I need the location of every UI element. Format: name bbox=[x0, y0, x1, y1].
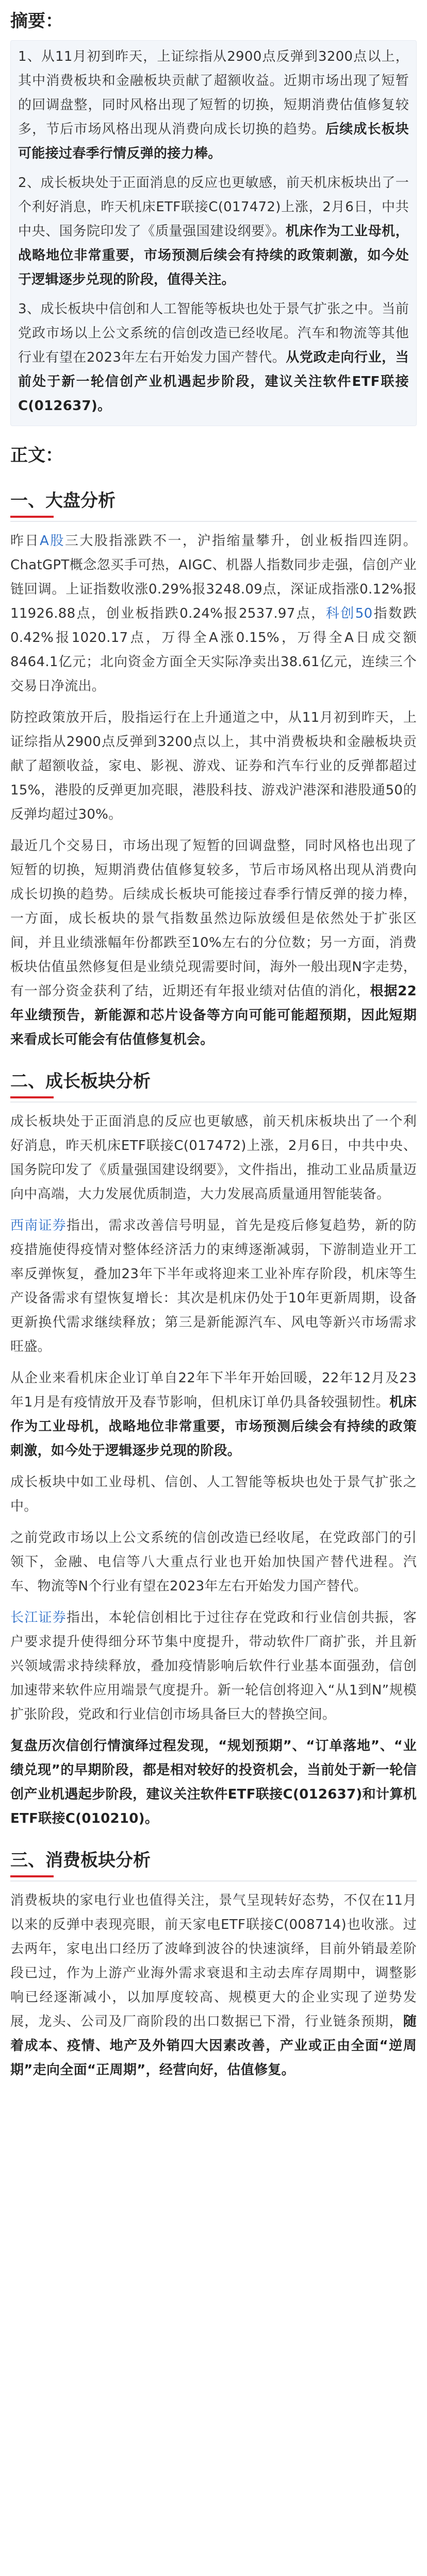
abstract-point-2-text: 2、成长板块处于正面消息的反应也更敏感，前天机床板块出了一个利好消息，昨天机床ETF联接C(017472)上涨，2月6日，中共中央、国务院印发了《质量强国建设纲要》。 bbox=[18, 175, 409, 239]
market-paragraph-2: 防控政策放开后，股指运行在上升通道之中，从11月初到昨天，上证综指从2900点反弹到3200点以上，其中消费板块和金融板块贡献了超额收益，家电、影视、游戏、证券和汽车行业的反弹都超过15%，港股的反弹更加亮眼，港股科技、游戏沪港深和港股通50的反弹均超过30%。 bbox=[10, 710, 417, 822]
section-accent-bar bbox=[10, 1875, 54, 1877]
section-accent-bar bbox=[10, 516, 54, 518]
text-span: 指出，本轮信创相比于过往存在党政和行业信创共振，客户要求提升使得细分环节集中度提升，带动软件厂商扩张，并且新兴领域需求持续释放，叠加疫情影响后软件行业基本面强劲，信创加速带来软件应用端景气度提升。新一轮信创将迎入“从1到N”规模扩张阶段，党政和行业信创市场具备巨大的替换空间。 bbox=[10, 1610, 417, 1722]
text-span: 最近几个交易日，市场出现了短暂的回调盘整，同时风格也出现了短暂的切换，短期消费估值修复较多，节后市场风格出现从消费向成长切换的趋势。后续成长板块可能接过春季行情反弹的接力棒，一方面，成长板块的景气指数虽然边际放缓但是依然处于扩张区间，并且业绩涨幅年份都跌至10%左右的分位数；另一方面，消费板块估值虽然修复但是业绩兑现需要时间，海外一般出现N字走势，有一部分资金获利了结，近期还有年报业绩对估值的消化， bbox=[10, 838, 417, 999]
text-span: 消费板块的家电行业也值得关注，景气呈现转好态势，不仅在11月以来的反弹中表现亮眼，前天家电ETF联接C(008714)也收涨。过去两年，家电出口经历了波峰到波谷的快速演绎，目前外销最差阶段已过，作为上游产业海外需求衰退和主动去库存周期中，调整影响已经逐渐减小，以加厚度较高、规模更大的企业实现了逆势发展，龙头、公司及厂商阶段的出口数据已下滑，行业链条预期， bbox=[10, 1893, 417, 2029]
abstract-point-3 bbox=[18, 297, 409, 418]
a-share-link[interactable]: A股 bbox=[40, 533, 65, 549]
growth-paragraph-4: 成长板块中如工业母机、信创、人工智能等板块也处于景气扩张之中。 bbox=[10, 1475, 417, 1514]
growth-paragraph-7 bbox=[0, 1734, 427, 1831]
abstract-point-1 bbox=[18, 45, 409, 166]
abstract-point-3-text: 3、成长板块中信创和人工智能等板块也处于景气扩张之中。当前党政市场以上公文系统的信创改造已经收尾。汽车和物流等其他行业有望在2023年左右开始发力国产替代。 bbox=[18, 301, 409, 365]
growth-conclusion: 复盘历次信创行情演绎过程发现，“规划预期”、“订单落地”、“业绩兑现”的早期阶段，都是相对较好的投资机会，当前处于新一轮信创产业机遇起步阶段，建议关注软件ETF联接C(012637)和计算机ETF联接C(010210)。 bbox=[10, 1738, 417, 1826]
text-span: 指数跌0.42%报1020.17点，万得全A涨0.15%，万得全A日成交额8464.1亿元；北向资金方面全天实际净卖出38.61亿元，连续三个交易日净流出。 bbox=[10, 606, 417, 694]
section-title-consumer: 三、消费板块分析 bbox=[10, 1850, 151, 1871]
market-emphasis: 根据22年业绩预告，新能源和芯片设备等方向可能可能超预期，因此短期来看成长可能会有估值修复机会。 bbox=[10, 984, 417, 1047]
section-heading bbox=[10, 1067, 417, 1103]
growth-paragraph-5: 之前党政市场以上公文系统的信创改造已经收尾，在党政部门的引领下，金融、电信等八大重点行业也开始加快国产替代进程。汽车、物流等N个行业有望在2023年左右开始发力国产替代。 bbox=[10, 1530, 417, 1594]
market-paragraph-1 bbox=[0, 529, 427, 699]
consumer-paragraph-1 bbox=[0, 1889, 427, 2082]
abstract-point-1-emphasis: 后续成长板块可能接过春季行情反弹的接力棒。 bbox=[18, 122, 409, 161]
growth-paragraph-3 bbox=[0, 1366, 427, 1463]
abstract-box bbox=[10, 40, 417, 426]
consumer-emphasis: 随着成本、疫情、地产及外销四大因素改善，产业或正由全面“逆周期”走向全面“正周期”，经营向好，估值修复。 bbox=[10, 2014, 417, 2078]
section-heading bbox=[10, 1846, 417, 1882]
changjiang-securities-link[interactable]: 长江证券 bbox=[10, 1610, 67, 1625]
abstract-heading: 摘要： bbox=[10, 11, 63, 31]
growth-paragraph-6 bbox=[0, 1606, 427, 1727]
text-span: 从企业来看机床企业订单自22年下半年开始回暖，22年12月及23年1月是有疫情放开及春节影响，但机床订单仍具备较强韧性。 bbox=[10, 1370, 417, 1410]
abstract-point-1-text: 1、从11月初到昨天，上证综指从2900点反弹到3200点以上，其中消费板块和金融板块贡献了超额收益。近期市场出现了短暂的回调盘整，同时风格出现了短暂的切换，短期消费估值修复较多，节后市场风格出现从消费向成长切换的趋势。 bbox=[18, 49, 409, 137]
section-growth bbox=[0, 1067, 427, 1831]
body-heading: 正文： bbox=[10, 445, 63, 466]
star50-link[interactable]: 科创50 bbox=[325, 606, 373, 621]
section-heading bbox=[10, 487, 417, 522]
market-paragraph-3 bbox=[0, 834, 427, 1052]
text-span: 昨日 bbox=[10, 533, 40, 549]
section-title-growth: 二、成长板块分析 bbox=[10, 1071, 151, 1092]
abstract-point-2-emphasis: 机床作为工业母机，战略地位非常重要，市场预测后续会有持续的政策刺激，如今处于逻辑逐步兑现的阶段，值得关注。 bbox=[18, 224, 409, 287]
growth-paragraph-2 bbox=[0, 1214, 427, 1359]
text-span: 三大股指涨跌不一，沪指缩量攀升，创业板指四连阴。ChatGPT概念忽买手可热，AIGC、机器人指数同步走强，信创产业链回调。上证指数收涨0.29%报3248.09点，深证成指涨0.12%报11926.88点，创业板指跌0.24%报2537.97点， bbox=[10, 533, 417, 621]
growth-paragraph-1: 成长板块处于正面消息的反应也更敏感，前天机床板块出了一个利好消息，昨天机床ETF联接C(017472)上涨，2月6日，中共中央、国务院印发了《质量强国建设纲要》，文件指出，推动工业品质量迈向中高端，大力发展优质制造，大力发展高质量通用智能装备。 bbox=[10, 1114, 417, 1202]
section-consumer bbox=[0, 1846, 427, 2082]
section-title-market: 一、大盘分析 bbox=[10, 490, 116, 511]
southwest-securities-link[interactable]: 西南证券 bbox=[10, 1218, 67, 1233]
growth-emphasis: 机床作为工业母机，战略地位非常重要，市场预测后续会有持续的政策刺激，如今处于逻辑逐步兑现的阶段。 bbox=[10, 1395, 417, 1459]
section-accent-bar bbox=[10, 1096, 54, 1098]
abstract-point-2 bbox=[18, 171, 409, 292]
section-market bbox=[0, 487, 427, 1052]
abstract-point-3-emphasis: 从党政走向行业，当前处于新一轮信创产业机遇起步阶段，建议关注软件ETF联接C(012637)。 bbox=[18, 350, 409, 414]
text-span: 指出，需求改善信号明显，首先是疫后修复趋势，新的防疫措施使得疫情对整体经济活力的束缚逐渐减弱，下游制造业开工率反弹恢复，叠加23年下半年或将迎来工业补库存阶段，机床等生产设备需求有望恢复增长：其次是机床仍处于10年更新周期，设备更新换代需求继续释放；第三是新能源汽车、风电等新兴市场需求旺盛。 bbox=[10, 1218, 417, 1354]
